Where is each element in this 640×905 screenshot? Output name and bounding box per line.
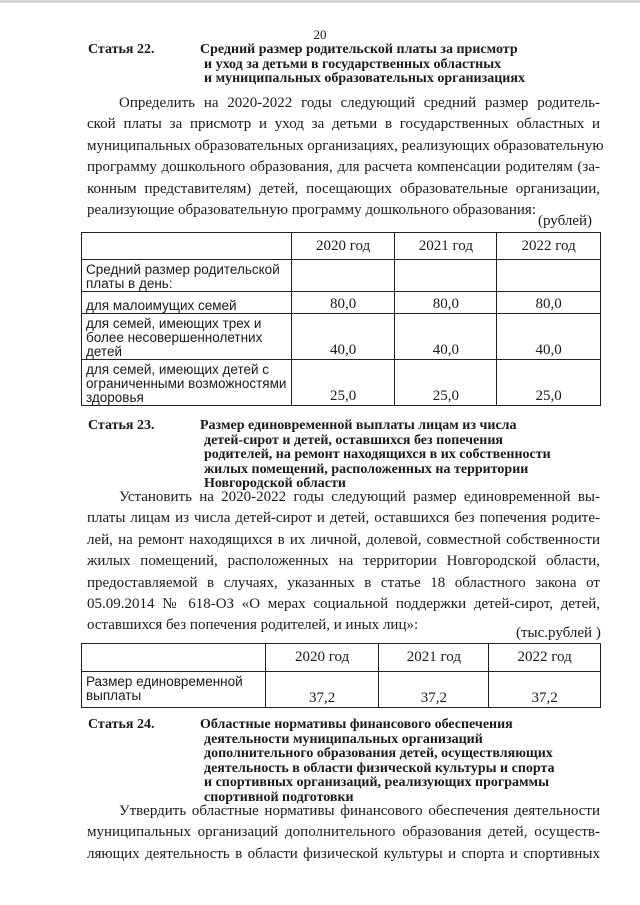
- article-24-paragraph: [87, 801, 600, 865]
- paragraph-line: лей, на ремонт находящихся в их личной, долевой, совместной собственности: [87, 531, 600, 548]
- cell-value: 40,0: [497, 314, 601, 360]
- article-24-heading: [88, 718, 588, 805]
- article-24-title-line: дополнительного образования детей, осуществляющих: [204, 746, 553, 761]
- table-header-cell: 2021 год: [395, 233, 497, 260]
- cell-value: 25,0: [395, 360, 497, 406]
- article-22-title-line: и уход за детьми в государственных областных: [204, 56, 502, 72]
- cell-value: [497, 260, 601, 292]
- article-22-table: [81, 232, 601, 406]
- paragraph-line: ской платы за присмотр и уход за детьми в государственных областных и: [87, 116, 600, 133]
- article-24-title-line: деятельность в области физической культуры и спорта: [204, 760, 555, 776]
- scan-edge: [0, 0, 640, 3]
- paragraph-line: муниципальных организаций дополнительного образования детей, осуществ-: [87, 824, 600, 841]
- article-23-label: Статья 23.: [88, 418, 155, 433]
- paragraph-line: оставшихся без попечения родителей, и иных лиц»:: [87, 617, 419, 634]
- article-23-paragraph: [87, 487, 600, 637]
- cell-value: 25,0: [291, 360, 395, 406]
- article-23-unit: (тыс.рублей ): [516, 625, 601, 641]
- table-header-cell: 2021 год: [379, 644, 489, 672]
- cell-value: 25,0: [497, 360, 601, 406]
- table-header-cell: [82, 644, 266, 672]
- paragraph-line: Установить на 2020-2022 годы следующий размер единовременной вы-: [119, 489, 600, 505]
- cell-value: 37,2: [379, 672, 489, 708]
- table-row: [82, 292, 601, 314]
- paragraph-line: Утвердить областные нормативы финансового обеспечения деятельности: [119, 803, 600, 819]
- paragraph-line: конным представителям) детей, посещающих образовательные организации,: [87, 180, 600, 197]
- article-23-table: [81, 643, 601, 708]
- article-22-heading: [88, 43, 588, 87]
- row-label: Средний размер родительской платы в день:: [82, 260, 292, 292]
- paragraph-line: реализующие образовательную программу дошкольного образования:: [87, 202, 537, 219]
- paragraph-line: ляющих деятельность в области физической культуры и спорта и спортивных: [87, 845, 600, 862]
- article-24-title-line: Областные нормативы финансового обеспечения: [200, 717, 513, 732]
- cell-value: [291, 260, 395, 292]
- table-row: [82, 260, 601, 292]
- cell-value: 80,0: [497, 292, 601, 314]
- paragraph-line: платы лицам из числа детей-сирот и детей, оставшихся без попечения родите-: [87, 510, 600, 527]
- paragraph-line: жилых помещений, расположенных на территории Новгородской области,: [87, 553, 600, 570]
- article-22-title-line: Средний размер родительской платы за присмотр: [200, 42, 518, 57]
- paragraph-line: программу дошкольного образования, для расчета компенсации родителям (за-: [87, 159, 600, 176]
- cell-value: [395, 260, 497, 292]
- article-24-label: Статья 24.: [88, 717, 155, 732]
- table-header-row: [82, 644, 601, 672]
- page-number: 20: [313, 27, 327, 42]
- row-label: для семей, имеющих детей с ограниченными возможностями здоровья: [82, 360, 292, 406]
- paragraph-line: предоставляемой в случаях, указанных в статье 18 областного закона от: [87, 574, 600, 591]
- table-row: [82, 314, 601, 360]
- article-23-heading: [88, 419, 588, 492]
- paragraph-line: 05.09.2014 № 618-ОЗ «О мерах социальной поддержки детей-сирот, детей,: [87, 596, 600, 613]
- article-23-title-line: Размер единовременной выплаты лицам из числа: [200, 418, 517, 433]
- row-label: Размер единовременной выплаты: [82, 672, 266, 708]
- article-22-title-line: и муниципальных образовательных организациях: [204, 71, 525, 86]
- paragraph-line: муниципальных образовательных организациях, реализующих образовательную: [87, 137, 604, 154]
- cell-value: 40,0: [395, 314, 497, 360]
- article-24-title-line: спортивной подготовки: [204, 789, 354, 805]
- cell-value: 37,2: [489, 672, 601, 708]
- article-24-title-line: и спортивных организаций, реализующих программы: [204, 775, 550, 790]
- table-header-row: [82, 233, 601, 260]
- article-23-title-line: родителей, на ремонт находящихся в их собственности: [204, 447, 551, 462]
- cell-value: 37,2: [265, 672, 379, 708]
- table-header-cell: 2020 год: [265, 644, 379, 672]
- article-23-title-line: детей-сирот и детей, оставшихся без попечения: [204, 432, 503, 448]
- article-22-paragraph: [87, 93, 604, 221]
- row-label: для семей, имеющих трех и более несовершеннолетних детей: [82, 314, 292, 360]
- table-header-cell: 2022 год: [489, 644, 601, 672]
- table-header-cell: [82, 233, 292, 260]
- cell-value: 80,0: [291, 292, 395, 314]
- table-header-cell: 2020 год: [291, 233, 395, 260]
- cell-value: 40,0: [291, 314, 395, 360]
- table-row: [82, 672, 601, 708]
- paragraph-line: Определить на 2020-2022 годы следующий средний размер родитель-: [119, 95, 600, 111]
- article-23-title-line: Новгородской области: [204, 476, 346, 491]
- table-row: [82, 360, 601, 406]
- cell-value: 80,0: [395, 292, 497, 314]
- article-24-title-line: деятельности муниципальных организаций: [204, 731, 483, 747]
- article-22-unit: (рублей): [538, 213, 593, 229]
- row-label: для малоимущих семей: [82, 292, 292, 314]
- table-header-cell: 2022 год: [497, 233, 601, 260]
- article-22-label: Статья 22.: [88, 42, 155, 57]
- article-23-title-line: жилых помещений, расположенных на территории: [204, 461, 529, 477]
